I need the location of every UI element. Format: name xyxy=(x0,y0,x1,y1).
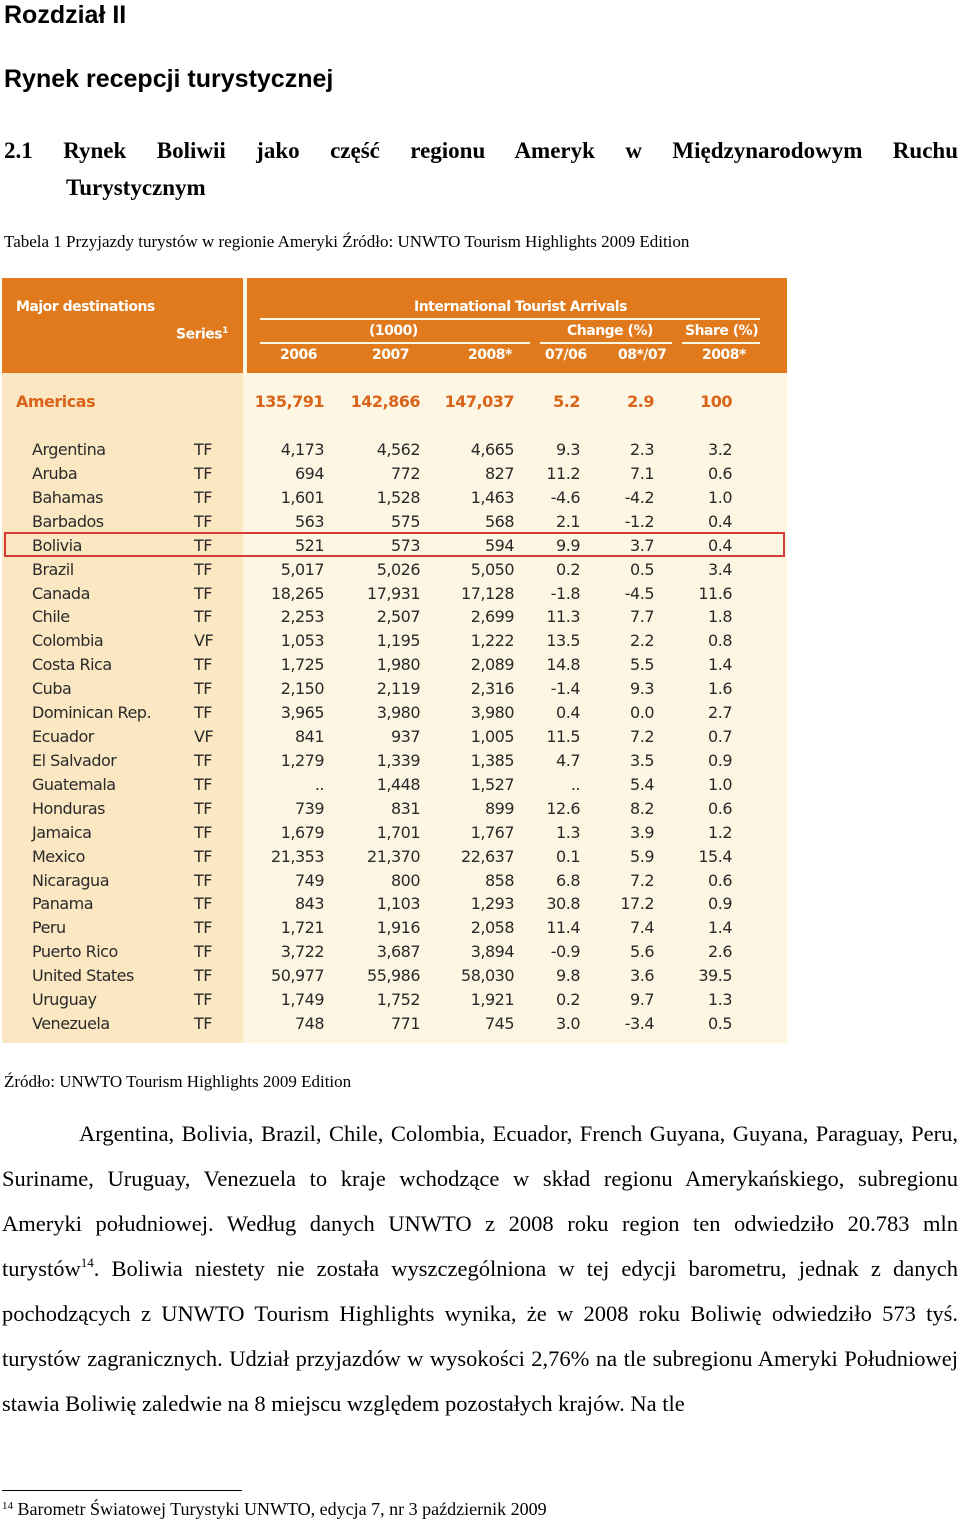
region-2007: 142,866 xyxy=(350,392,420,411)
cell-arrivals-2006: 1,725 xyxy=(280,655,324,675)
cell-share-2008: 1.4 xyxy=(708,918,732,938)
cell-arrivals-2008: 594 xyxy=(484,535,514,555)
header-share: Share (%) xyxy=(685,323,759,339)
cell-arrivals-2008: 1,527 xyxy=(470,774,514,794)
cell-arrivals-2007: 831 xyxy=(390,798,420,818)
cell-arrivals-2007: 1,448 xyxy=(376,774,420,794)
cell-series: TF xyxy=(194,511,212,531)
cell-arrivals-2007: 21,370 xyxy=(367,846,420,866)
cell-arrivals-2006: 21,353 xyxy=(271,846,324,866)
cell-arrivals-2007: 800 xyxy=(390,870,420,890)
cell-arrivals-2006: 3,965 xyxy=(280,703,324,723)
cell-arrivals-2006: 1,749 xyxy=(280,990,324,1010)
cell-share-2008: 2.6 xyxy=(708,942,732,962)
footnote-separator xyxy=(2,1490,242,1491)
cell-country: Jamaica xyxy=(32,822,92,842)
cell-change-0706: 30.8 xyxy=(546,894,580,914)
cell-arrivals-2007: 2,507 xyxy=(376,607,420,627)
cell-country: Venezuela xyxy=(32,1014,110,1034)
cell-country: Canada xyxy=(32,583,90,603)
cell-arrivals-2007: 1,916 xyxy=(376,918,420,938)
cell-arrivals-2006: 50,977 xyxy=(271,966,324,986)
cell-change-0706: 0.1 xyxy=(556,846,580,866)
cell-arrivals-2007: 4,562 xyxy=(376,440,420,459)
cell-arrivals-2008: 1,921 xyxy=(470,990,514,1010)
cell-arrivals-2007: 1,752 xyxy=(376,990,420,1010)
header-arrivals: International Tourist Arrivals xyxy=(414,299,627,315)
cell-arrivals-2008: 2,699 xyxy=(470,607,514,627)
cell-share-2008: 15.4 xyxy=(698,846,732,866)
cell-arrivals-2007: 1,980 xyxy=(376,655,420,675)
cell-arrivals-2006: 2,253 xyxy=(280,607,324,627)
cell-series: TF xyxy=(194,750,212,770)
cell-change-0807: -1.2 xyxy=(624,511,654,531)
header-thousand: (1000) xyxy=(369,323,418,339)
cell-arrivals-2006: 563 xyxy=(294,511,324,531)
header-separator xyxy=(243,278,247,373)
cell-change-0807: 5.6 xyxy=(630,942,654,962)
cell-series: TF xyxy=(194,774,212,794)
cell-arrivals-2006: 1,279 xyxy=(280,750,324,770)
cell-series: TF xyxy=(194,846,212,866)
cell-arrivals-2006: 749 xyxy=(294,870,324,890)
cell-country: United States xyxy=(32,966,134,986)
region-name: Americas xyxy=(16,392,96,411)
cell-arrivals-2008: 858 xyxy=(484,870,514,890)
cell-series: TF xyxy=(194,1014,212,1034)
cell-arrivals-2006: 4,173 xyxy=(280,440,324,459)
cell-arrivals-2006: 1,721 xyxy=(280,918,324,938)
cell-arrivals-2008: 1,222 xyxy=(470,631,514,651)
header-rule-share xyxy=(682,342,760,344)
cell-series: TF xyxy=(194,655,212,675)
chapter-title: Rynek recepcji turystycznej xyxy=(4,65,334,93)
cell-change-0807: 9.3 xyxy=(630,679,654,699)
cell-arrivals-2008: 4,665 xyxy=(470,440,514,459)
cell-series: TF xyxy=(194,559,212,579)
cell-change-0706: -1.8 xyxy=(550,583,580,603)
cell-change-0706: -0.9 xyxy=(550,942,580,962)
cell-change-0807: 8.2 xyxy=(630,798,654,818)
cell-arrivals-2007: 17,931 xyxy=(367,583,420,603)
header-series: Series$^1$ xyxy=(176,326,228,343)
region-2006: 135,791 xyxy=(254,392,324,411)
cell-share-2008: 0.9 xyxy=(708,750,732,770)
cell-arrivals-2007: 575 xyxy=(390,511,420,531)
cell-change-0706: 6.8 xyxy=(556,870,580,890)
header-col-2007: 2007 xyxy=(372,347,409,363)
cell-arrivals-2007: 1,339 xyxy=(376,750,420,770)
cell-change-0706: 13.5 xyxy=(546,631,580,651)
cell-series: TF xyxy=(194,440,212,459)
cell-arrivals-2008: 2,089 xyxy=(470,655,514,675)
cell-change-0706: -1.4 xyxy=(550,679,580,699)
cell-share-2008: 1.2 xyxy=(708,822,732,842)
cell-arrivals-2006: 841 xyxy=(294,727,324,747)
cell-change-0706: 0.4 xyxy=(556,703,580,723)
cell-arrivals-2007: 3,687 xyxy=(376,942,420,962)
cell-arrivals-2007: 1,195 xyxy=(376,631,420,651)
cell-change-0807: 7.7 xyxy=(630,607,654,627)
cell-arrivals-2006: 521 xyxy=(294,535,324,555)
cell-series: TF xyxy=(194,870,212,890)
cell-series: TF xyxy=(194,822,212,842)
cell-share-2008: 0.5 xyxy=(708,1014,732,1034)
cell-arrivals-2007: 1,528 xyxy=(376,487,420,507)
cell-share-2008: 0.8 xyxy=(708,631,732,651)
cell-country: Uruguay xyxy=(32,990,97,1010)
section-heading-cont: Turystycznym xyxy=(66,175,206,200)
cell-country: Bolivia xyxy=(32,535,82,555)
cell-arrivals-2008: 1,767 xyxy=(470,822,514,842)
cell-arrivals-2008: 58,030 xyxy=(461,966,514,986)
cell-arrivals-2007: 1,103 xyxy=(376,894,420,914)
cell-arrivals-2006: 1,679 xyxy=(280,822,324,842)
cell-share-2008: 3.4 xyxy=(708,559,732,579)
footnote: $^{14}$ Barometr Światowej Turystyki UNWTO, edycja 7, nr 3 październik 2009 xyxy=(2,1499,547,1519)
cell-arrivals-2007: 5,026 xyxy=(376,559,420,579)
cell-share-2008: 1.4 xyxy=(708,655,732,675)
cell-arrivals-2006: 843 xyxy=(294,894,324,914)
cell-series: TF xyxy=(194,535,212,555)
cell-change-0706: 9.3 xyxy=(556,440,580,459)
cell-country: Bahamas xyxy=(32,487,103,507)
cell-series: TF xyxy=(194,679,212,699)
cell-change-0706: 2.1 xyxy=(556,511,580,531)
cell-share-2008: 1.3 xyxy=(708,990,732,1010)
cell-arrivals-2007: 55,986 xyxy=(367,966,420,986)
cell-arrivals-2008: 1,005 xyxy=(470,727,514,747)
header-rule-change xyxy=(540,342,672,344)
cell-arrivals-2006: 748 xyxy=(294,1014,324,1034)
cell-change-0807: 3.5 xyxy=(630,750,654,770)
cell-country: Panama xyxy=(32,894,94,914)
cell-arrivals-2007: 771 xyxy=(390,1014,420,1034)
cell-share-2008: 0.7 xyxy=(708,727,732,747)
cell-change-0706: 11.5 xyxy=(546,727,580,747)
cell-arrivals-2008: 745 xyxy=(484,1014,514,1034)
cell-change-0706: 12.6 xyxy=(546,798,580,818)
cell-country: Dominican Rep. xyxy=(32,703,152,723)
cell-share-2008: 1.0 xyxy=(708,774,732,794)
cell-change-0807: 2.3 xyxy=(630,440,654,459)
cell-arrivals-2007: 937 xyxy=(390,727,420,747)
cell-country: Costa Rica xyxy=(32,655,112,675)
cell-change-0807: 3.7 xyxy=(630,535,654,555)
cell-change-0706: 0.2 xyxy=(556,990,580,1010)
cell-share-2008: 0.9 xyxy=(708,894,732,914)
cell-arrivals-2008: 2,058 xyxy=(470,918,514,938)
cell-share-2008: 0.6 xyxy=(708,463,732,483)
cell-arrivals-2008: 22,637 xyxy=(461,846,514,866)
cell-series: VF xyxy=(194,631,214,651)
cell-arrivals-2008: 3,894 xyxy=(470,942,514,962)
cell-arrivals-2006: 1,053 xyxy=(280,631,324,651)
header-col-share2008: 2008* xyxy=(702,347,746,363)
cell-series: TF xyxy=(194,798,212,818)
cell-change-0706: 0.2 xyxy=(556,559,580,579)
cell-change-0807: 7.4 xyxy=(630,918,654,938)
cell-change-0807: 2.2 xyxy=(630,631,654,651)
cell-share-2008: 11.6 xyxy=(698,583,732,603)
cell-change-0807: 0.5 xyxy=(630,559,654,579)
cell-arrivals-2006: 5,017 xyxy=(280,559,324,579)
table-source: Źródło: UNWTO Tourism Highlights 2009 Edition xyxy=(4,1072,352,1091)
cell-share-2008: 1.6 xyxy=(708,679,732,699)
cell-share-2008: 0.4 xyxy=(708,535,732,555)
cell-arrivals-2008: 1,293 xyxy=(470,894,514,914)
cell-arrivals-2008: 5,050 xyxy=(470,559,514,579)
cell-country: El Salvador xyxy=(32,750,117,770)
cell-arrivals-2007: 573 xyxy=(390,535,420,555)
cell-series: TF xyxy=(194,990,212,1010)
cell-change-0807: 3.6 xyxy=(630,966,654,986)
cell-change-0807: -4.5 xyxy=(624,583,654,603)
cell-change-0807: 3.9 xyxy=(630,822,654,842)
cell-change-0706: 3.0 xyxy=(556,1014,580,1034)
cell-series: TF xyxy=(194,487,212,507)
cell-arrivals-2006: 2,150 xyxy=(280,679,324,699)
cell-series: VF xyxy=(194,727,214,747)
cell-share-2008: 39.5 xyxy=(698,966,732,986)
cell-arrivals-2008: 17,128 xyxy=(461,583,514,603)
highlight-bolivia xyxy=(4,532,785,557)
table-header xyxy=(2,278,787,373)
cell-arrivals-2006: .. xyxy=(314,774,324,794)
cell-country: Aruba xyxy=(32,463,78,483)
cell-series: TF xyxy=(194,942,212,962)
cell-arrivals-2008: 568 xyxy=(484,511,514,531)
cell-change-0807: 7.2 xyxy=(630,870,654,890)
cell-country: Barbados xyxy=(32,511,104,531)
cell-change-0706: 11.2 xyxy=(546,463,580,483)
cell-change-0706: 1.3 xyxy=(556,822,580,842)
header-change: Change (%) xyxy=(567,323,653,339)
cell-country: Cuba xyxy=(32,679,72,699)
cell-country: Brazil xyxy=(32,559,74,579)
cell-series: TF xyxy=(194,894,212,914)
cell-series: TF xyxy=(194,607,212,627)
cell-change-0706: 11.3 xyxy=(546,607,580,627)
cell-change-0807: 7.1 xyxy=(630,463,654,483)
cell-share-2008: 0.6 xyxy=(708,870,732,890)
cell-change-0807: 7.2 xyxy=(630,727,654,747)
cell-share-2008: 2.7 xyxy=(708,703,732,723)
chapter-heading: Rozdział II xyxy=(4,1,127,29)
header-major-destinations: Major destinations xyxy=(16,299,155,315)
cell-arrivals-2008: 2,316 xyxy=(470,679,514,699)
cell-series: TF xyxy=(194,583,212,603)
body-paragraph: Argentina, Bolivia, Brazil, Chile, Colombia, Ecuador, French Guyana, Guyana, Paraguay, Peru, Suriname, Uruguay, Venezuela to kraje wchodzące w skład regionu Amerykańskiego, subregionu Ameryki południowej. Według danych UNWTO z 2008 roku region ten odwiedziło 20.783 mln turystów$^{14}$. Boliwia niestety nie została wyszczególniona w tej edycji barometru, jednak z danych pochodzących z UNWTO Tourism Highlights wynika, że w 2008 roku Boliwię odwiedziło 573 tyś. turystów zagranicznych. Udział przyjazdów w wysokości 2,76% na tle subregionu Ameryki Południowej stawia Boliwię zaledwie na 8 miejscu względem pozostałych krajów. Na tle xyxy=(2,1121,958,1416)
region-change-0807: 2.9 xyxy=(627,392,654,411)
cell-share-2008: 1.0 xyxy=(708,487,732,507)
footnote-ref: 14 xyxy=(80,1255,94,1270)
cell-country: Mexico xyxy=(32,846,85,866)
header-col-0706: 07/06 xyxy=(545,347,587,363)
table-caption: Tabela 1 Przyjazdy turystów w regionie Ameryki Źródło: UNWTO Tourism Highlights 2009 Edition xyxy=(4,232,690,251)
header-col-2006: 2006 xyxy=(280,347,317,363)
cell-country: Peru xyxy=(32,918,66,938)
arrivals-table xyxy=(2,278,787,1043)
cell-share-2008: 1.8 xyxy=(708,607,732,627)
cell-change-0807: 17.2 xyxy=(620,894,654,914)
cell-country: Argentina xyxy=(32,440,106,459)
cell-country: Nicaragua xyxy=(32,870,109,890)
section-heading: 2.1 Rynek Boliwii jako część regionu Ameryk w Międzynarodowym Ruchu xyxy=(4,138,958,163)
cell-change-0807: 0.0 xyxy=(630,703,654,723)
cell-change-0807: 5.9 xyxy=(630,846,654,866)
cell-change-0807: -4.2 xyxy=(624,487,654,507)
header-rule-top xyxy=(260,318,760,320)
cell-arrivals-2008: 1,385 xyxy=(470,750,514,770)
cell-arrivals-2006: 18,265 xyxy=(271,583,324,603)
header-rule-1000 xyxy=(260,342,530,344)
cell-share-2008: 3.2 xyxy=(708,440,732,459)
header-col-0807: 08*/07 xyxy=(618,347,667,363)
cell-country: Guatemala xyxy=(32,774,116,794)
cell-country: Puerto Rico xyxy=(32,942,118,962)
cell-change-0706: 9.9 xyxy=(556,535,580,555)
cell-arrivals-2007: 2,119 xyxy=(376,679,420,699)
cell-share-2008: 0.4 xyxy=(708,511,732,531)
cell-arrivals-2008: 827 xyxy=(484,463,514,483)
cell-series: TF xyxy=(194,463,212,483)
cell-arrivals-2008: 899 xyxy=(484,798,514,818)
region-change-0706: 5.2 xyxy=(553,392,580,411)
cell-country: Chile xyxy=(32,607,70,627)
cell-arrivals-2007: 1,701 xyxy=(376,822,420,842)
cell-change-0807: 5.5 xyxy=(630,655,654,675)
cell-arrivals-2007: 772 xyxy=(390,463,420,483)
cell-series: TF xyxy=(194,703,212,723)
cell-country: Honduras xyxy=(32,798,105,818)
cell-change-0807: 5.4 xyxy=(630,774,654,794)
cell-arrivals-2007: 3,980 xyxy=(376,703,420,723)
cell-arrivals-2008: 3,980 xyxy=(470,703,514,723)
cell-change-0706: 9.8 xyxy=(556,966,580,986)
cell-country: Ecuador xyxy=(32,727,94,747)
cell-series: TF xyxy=(194,966,212,986)
cell-share-2008: 0.6 xyxy=(708,798,732,818)
cell-arrivals-2006: 3,722 xyxy=(280,942,324,962)
region-2008: 147,037 xyxy=(444,392,514,411)
cell-arrivals-2006: 1,601 xyxy=(280,487,324,507)
cell-change-0706: 14.8 xyxy=(546,655,580,675)
cell-country: Colombia xyxy=(32,631,104,651)
header-col-2008: 2008* xyxy=(468,347,512,363)
cell-arrivals-2008: 1,463 xyxy=(470,487,514,507)
cell-arrivals-2006: 739 xyxy=(294,798,324,818)
cell-change-0706: 11.4 xyxy=(546,918,580,938)
cell-series: TF xyxy=(194,918,212,938)
region-share: 100 xyxy=(700,392,732,411)
cell-change-0706: -4.6 xyxy=(550,487,580,507)
cell-arrivals-2006: 694 xyxy=(294,463,324,483)
cell-change-0706: .. xyxy=(570,774,580,794)
cell-change-0706: 4.7 xyxy=(556,750,580,770)
cell-change-0807: 9.7 xyxy=(630,990,654,1010)
cell-change-0807: -3.4 xyxy=(624,1014,654,1034)
